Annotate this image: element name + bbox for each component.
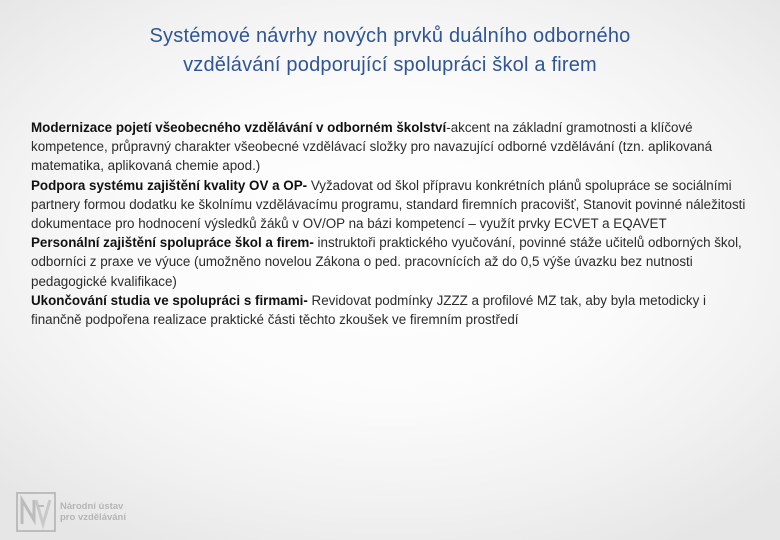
paragraph-ukoncovani-studia [31, 291, 753, 329]
slide-title-line-1: Systémové návrhy nových prvků duálního odborného [149, 25, 631, 47]
paragraph-heading: Ukončování studia ve spolupráci s firmami- [31, 292, 308, 308]
slide-title-line-2: vzdělávání podporující spolupráci škol a firem [183, 54, 597, 76]
slide-title [40, 22, 740, 80]
logo-line-1: Národní ústav [60, 501, 124, 512]
paragraph-text: Vyžadovat od škol přípravu konkrétních plánů spolupráce se sociálními partnery formou dodatku ke školnímu vzdělávacímu programu, standard firemních pracovišť, Stanovit povinné náležitosti dokumentace pro hodnocení výsledků žáků v OV/OP na bázi kompetencí – využít prvky ECVET a EQAVET [31, 177, 746, 232]
paragraph-text: Revidovat podmínky JZZZ a profilové MZ tak, aby byla metodicky i finančně podpořena realizace praktické části těchto zkoušek ve firemním prostředí [31, 292, 706, 328]
paragraph-modernizace [31, 118, 753, 176]
logo-line-2: pro vzdělávání [60, 512, 126, 523]
nuv-logo-icon [16, 492, 56, 532]
logo-text [60, 501, 126, 523]
paragraph-heading: Podpora systému zajištění kvality OV a OP- [31, 177, 308, 193]
paragraph-heading: Personální zajištění spolupráce škol a firem- [31, 235, 314, 251]
slide-body [31, 118, 753, 329]
paragraph-personalni-zajisteni [31, 233, 753, 291]
paragraph-heading: Modernizace pojetí všeobecného vzdělávání v odborném školství [31, 120, 447, 135]
paragraph-podpora-kvality [31, 176, 753, 234]
paragraph-text: -akcent na základní gramotnosti a klíčové kompetence, průpravný charakter všeobecné vzdělávací složky pro navazující odborné vzdělávání (tzn. aplikovaná matematika, aplikovaná chemie apod.) [31, 120, 713, 174]
institution-logo [16, 492, 166, 532]
paragraph-text: instruktoři praktického vyučování, povinné stáže učitelů odborných škol, odborníci z praxe ve výuce (umožněno novelou Zákona o ped. pracovnících až do 0,5 výše úvazku bez nutnosti pedagogické kvalifikace) [31, 235, 742, 289]
